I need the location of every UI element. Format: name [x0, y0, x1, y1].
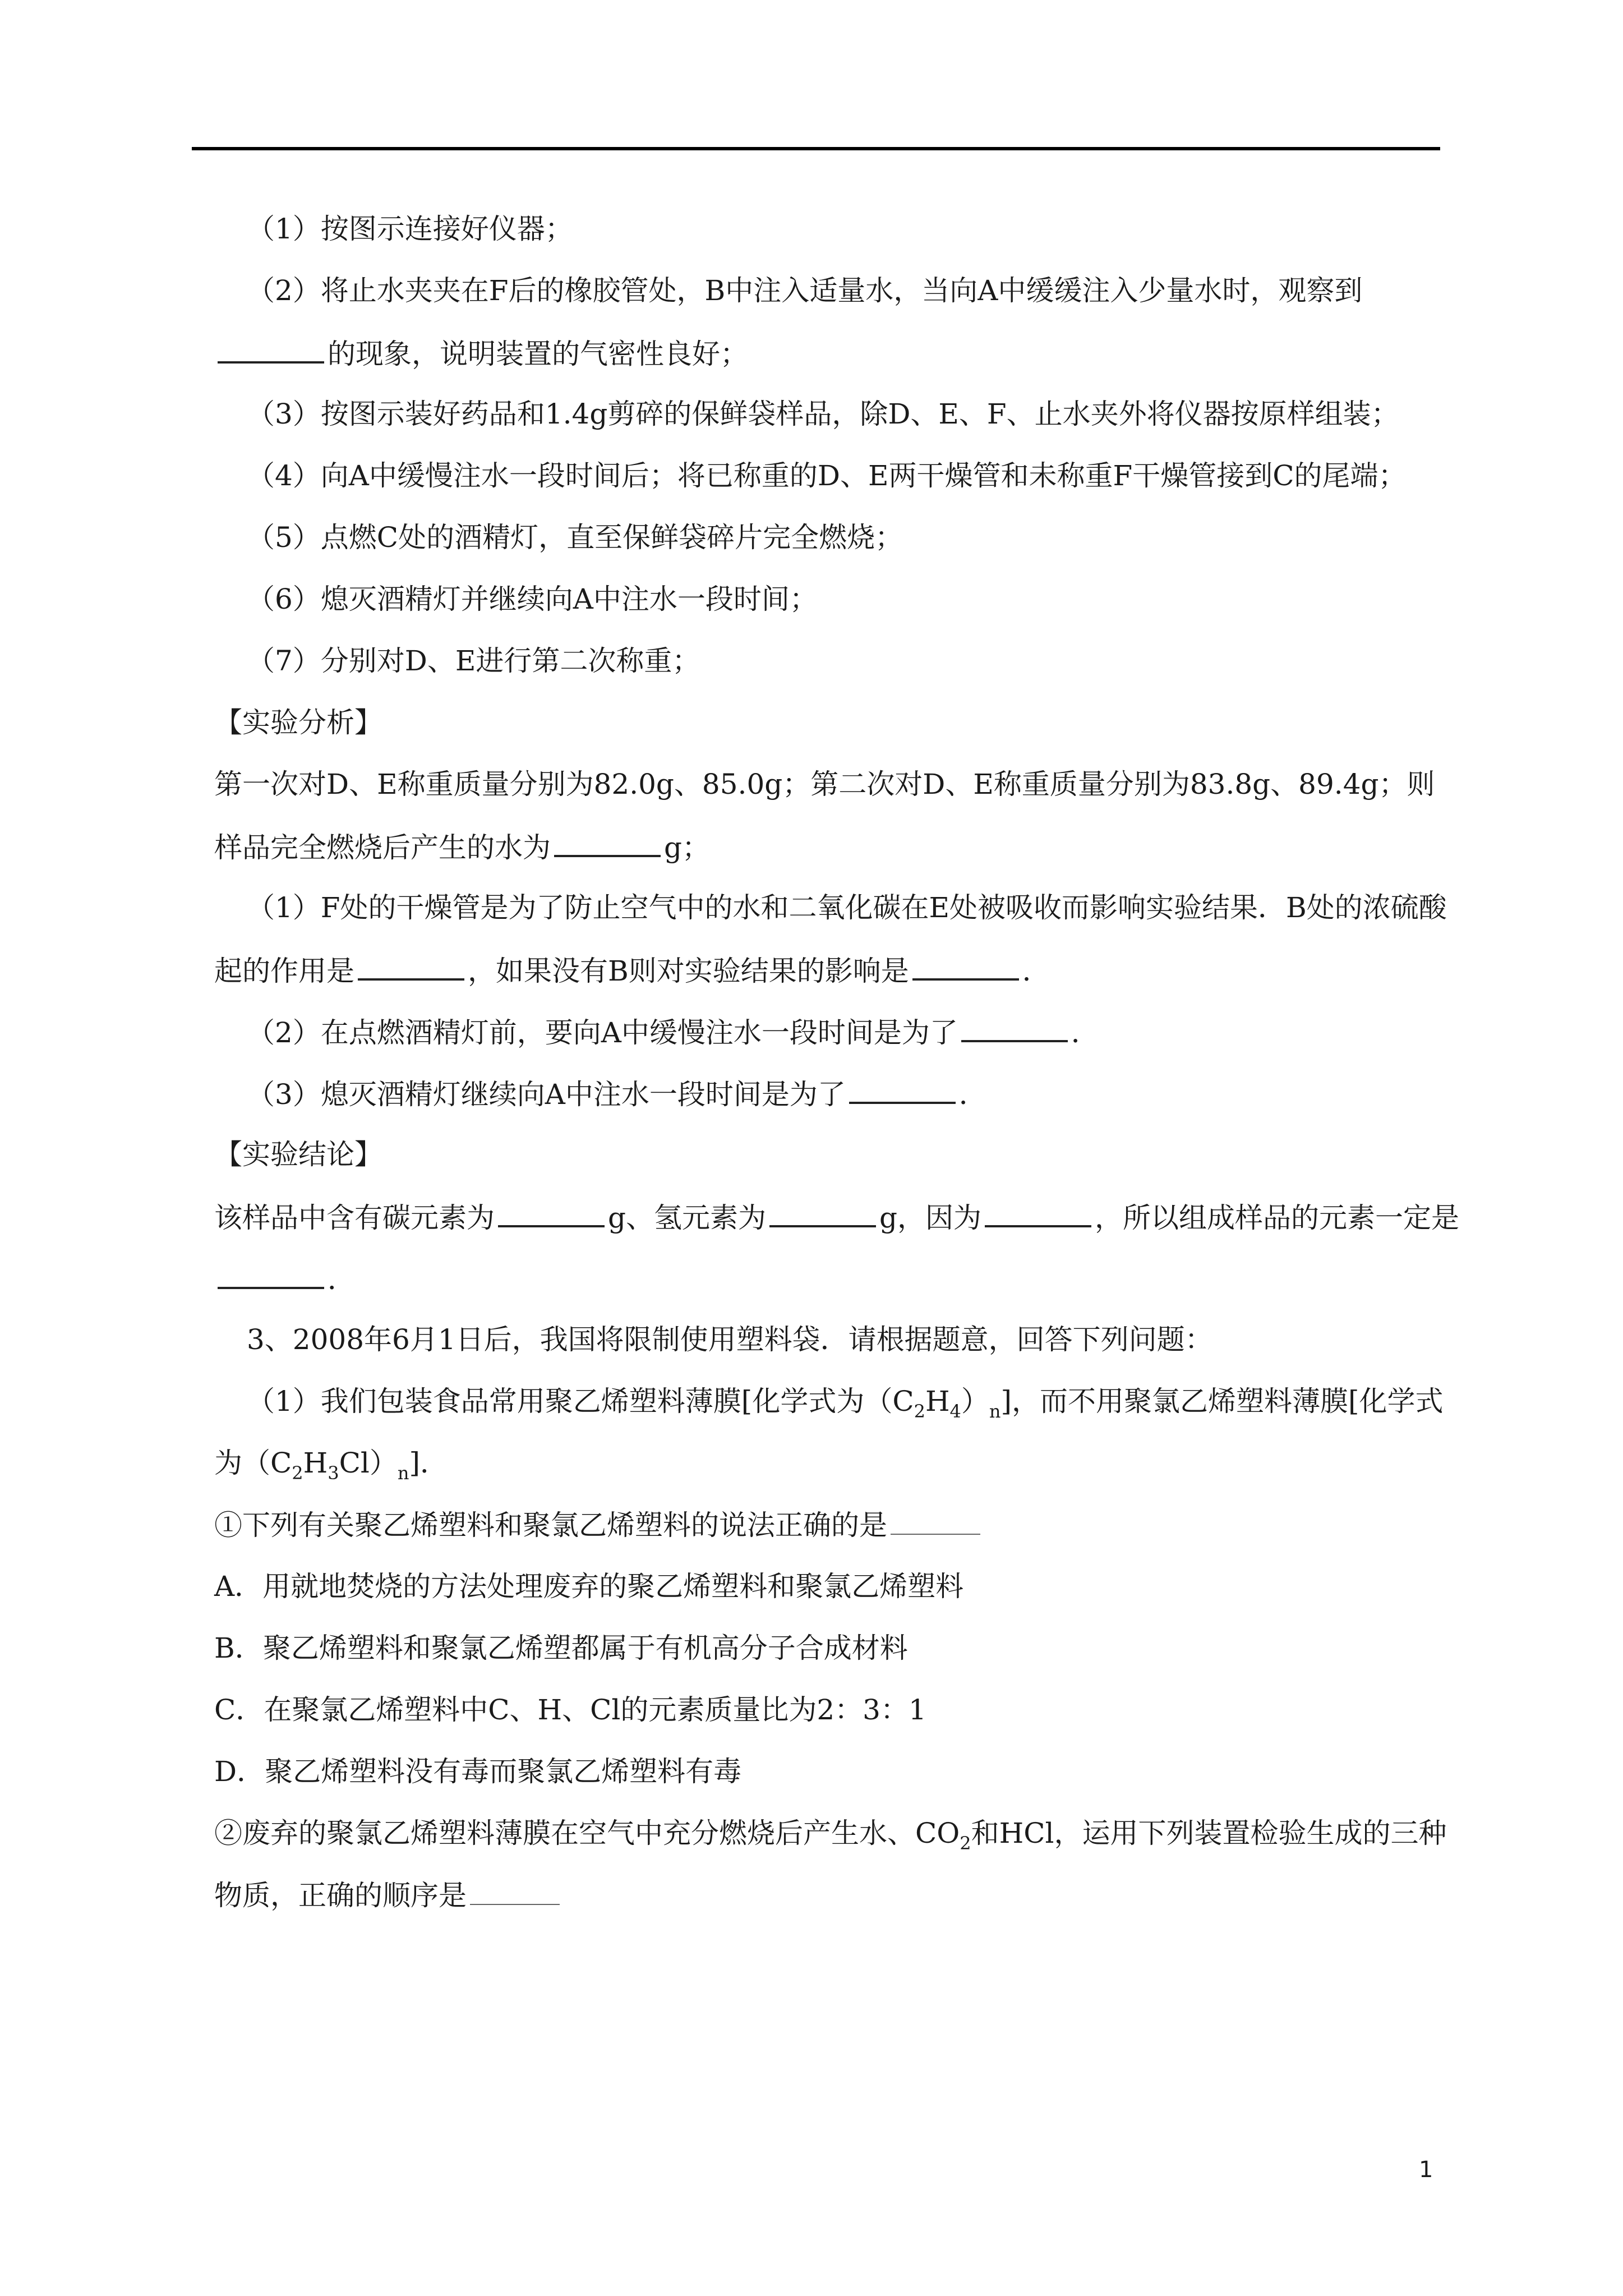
answer-blank[interactable]	[961, 1014, 1068, 1042]
elements-blank[interactable]	[218, 1261, 324, 1289]
water-mass-blank[interactable]	[554, 829, 661, 857]
hydrogen-blank[interactable]	[769, 1199, 876, 1227]
q3-choice-1: ①下列有关聚乙烯塑料和聚氯乙烯塑料的说法正确的是	[214, 1508, 984, 1542]
analysis-q1-b: 起的作用是 ，如果没有B则对实验结果的影响是 ．	[214, 953, 1050, 988]
option-d: D．聚乙烯塑料没有毒而聚氯乙烯塑料有毒	[214, 1755, 742, 1788]
answer-blank[interactable]	[218, 335, 324, 364]
question-3-intro: 3、2008年6月1日后，我国将限制使用塑料袋．请根据题意，回答下列问题：	[247, 1323, 1213, 1356]
q3-choice-2-a: ②废弃的聚氯乙烯塑料薄膜在空气中充分燃烧后产生水、$CO_2$和HCl，运用下列装置检验生成的三种	[214, 1817, 1447, 1854]
step-1: （1）按图示连接好仪器；	[247, 213, 573, 245]
conclusion-end: ．	[214, 1261, 356, 1296]
answer-blank[interactable]	[912, 953, 1019, 981]
step-6: （6）熄灭酒精灯并继续向A中注水一段时间；	[247, 583, 818, 615]
analysis-line-2: 样品完全燃烧后产生的水为 g；	[214, 829, 710, 864]
conclusion-heading: 【实验结论】	[214, 1138, 382, 1171]
answer-blank[interactable]	[358, 953, 464, 981]
reason-blank[interactable]	[985, 1199, 1091, 1227]
analysis-line-1: 第一次对D、E称重质量分别为82.0g、85.0g；第二次对D、E称重质量分别为83.8g、89.4g；则	[214, 768, 1435, 800]
answer-blank[interactable]	[891, 1508, 980, 1535]
step-5: （5）点燃C处的酒精灯，直至保鲜袋碎片完全燃烧；	[247, 521, 903, 554]
q3-part1-a: （1）我们包装食品常用聚乙烯塑料薄膜[化学式为$(C_2H_4)_n$]，而不用聚氯乙烯塑料薄膜[化学式	[247, 1385, 1444, 1422]
answer-blank[interactable]	[470, 1878, 560, 1905]
step-2-cont: 的现象，说明装置的气密性良好；	[214, 335, 748, 371]
carbon-blank[interactable]	[498, 1199, 605, 1227]
analysis-q3: （3）熄灭酒精灯继续向A中注水一段时间是为了 ．	[247, 1076, 987, 1111]
header-rule	[192, 147, 1440, 150]
step-7: （7）分别对D、E进行第二次称重；	[247, 645, 700, 677]
page-number: 1	[1419, 2157, 1433, 2183]
analysis-q1-a: （1）F处的干燥管是为了防止空气中的水和二氧化碳在E处被吸收而影响实验结果．B处的浓硫酸	[247, 891, 1447, 924]
step-3: （3）按图示装好药品和1.4g剪碎的保鲜袋样品，除D、E、F、止水夹外将仪器按原样组装；	[247, 398, 1399, 430]
option-a: A．用就地焚烧的方法处理废弃的聚乙烯塑料和聚氯乙烯塑料	[214, 1570, 964, 1603]
analysis-heading: 【实验分析】	[214, 706, 382, 739]
step-2: （2）将止水夹夹在F后的橡胶管处，B中注入适量水，当向A中缓缓注入少量水时，观察到	[247, 274, 1363, 307]
conclusion-line: 该样品中含有碳元素为 g、氢元素为 g，因为 ，所以组成样品的元素一定是	[214, 1199, 1459, 1235]
option-b: B．聚乙烯塑料和聚氯乙烯塑都属于有机高分子合成材料	[214, 1632, 908, 1664]
step-4: （4）向A中缓慢注水一段时间后；将已称重的D、E两干燥管和未称重F干燥管接到C的尾端；	[247, 459, 1407, 492]
answer-blank[interactable]	[849, 1076, 956, 1104]
q3-part1-b: 为$(C_2H_3Cl)_n$]．	[214, 1447, 448, 1484]
q3-choice-2-b: 物质，正确的顺序是	[214, 1878, 563, 1912]
option-c: C．在聚氯乙烯塑料中C、H、Cl的元素质量比为2：3：1	[214, 1694, 926, 1726]
analysis-q2: （2）在点燃酒精灯前，要向A中缓慢注水一段时间是为了 ．	[247, 1014, 1099, 1050]
